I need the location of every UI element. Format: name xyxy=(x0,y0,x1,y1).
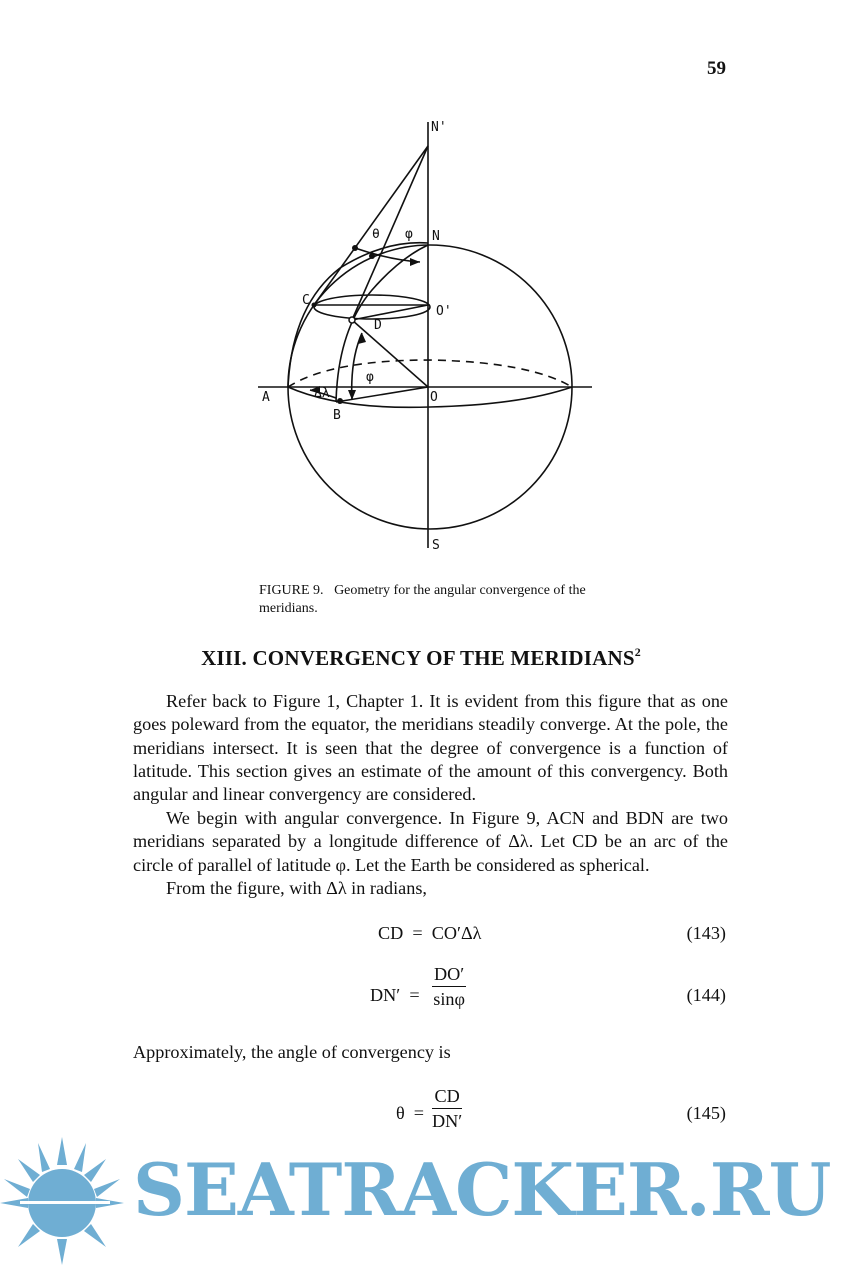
equation-143-number: (143) xyxy=(686,923,726,943)
label-n-prime: N' xyxy=(431,120,447,135)
label-o-prime: O' xyxy=(436,304,452,319)
tangent-n-prime-c xyxy=(314,146,428,305)
point-d-marker xyxy=(349,317,355,323)
theta-marker-1 xyxy=(352,245,358,251)
label-d: D xyxy=(374,318,382,333)
equation-144-denominator: sinφ xyxy=(433,989,465,1009)
footnote-ref: 2 xyxy=(634,645,641,659)
equation-144-fraction xyxy=(432,962,466,1011)
label-n: N xyxy=(432,229,440,244)
equation-145-number: (145) xyxy=(686,1103,726,1123)
sun-logo xyxy=(0,1135,130,1265)
label-phi-mid: φ xyxy=(366,370,374,385)
arrow-head-1 xyxy=(410,258,420,266)
equation-145-denominator: DN′ xyxy=(432,1111,463,1131)
paragraph-1: Refer back to Figure 1, Chapter 1. It is evident from this figure that as one goes poleward from the equator, the meridians steadily converge. At the pole, the meridians intersect. It is seen that the degree of convergence is a function of latitude. This section gives an estimate of the amount of this convergency. Both angular and linear convergency are considered. xyxy=(133,691,728,805)
label-o: O xyxy=(430,390,438,405)
label-delta-lambda: Δλ xyxy=(314,386,330,401)
page-number: 59 xyxy=(707,58,726,79)
equator-back-arc xyxy=(288,360,572,387)
meridian-bdn xyxy=(336,245,428,402)
figure-caption xyxy=(259,582,619,618)
watermark-text: SEATRACKER.RU xyxy=(133,1147,831,1232)
equation-144-lhs: DN′ = xyxy=(370,985,420,1005)
caption-text: Geometry for the angular convergence of the meridians. xyxy=(259,583,586,616)
point-c-marker xyxy=(312,303,317,308)
figure-9-sphere-diagram xyxy=(0,0,842,575)
section-title xyxy=(0,645,842,671)
radius-o-d xyxy=(352,320,428,387)
paragraph-4: Approximately, the angle of convergency is xyxy=(133,1042,451,1062)
theta-marker-2 xyxy=(369,253,375,259)
paragraph-3: From the figure, with Δλ in radians, xyxy=(166,878,427,898)
label-theta: θ xyxy=(372,227,380,242)
equation-145-fraction xyxy=(432,1084,462,1133)
label-c: C xyxy=(302,293,310,308)
equation-144-numerator: DO′ xyxy=(432,962,466,987)
label-a: A xyxy=(262,390,270,405)
equation-145-numerator: CD xyxy=(432,1084,462,1109)
equation-145-lhs: θ = xyxy=(396,1103,425,1123)
paragraph-2: We begin with angular convergence. In Figure 9, ACN and BDN are two meridians separated by a longitude difference of Δλ. Let CD be an arc of the circle of parallel of latitude φ. Let the Earth be considered as spherical. xyxy=(133,808,728,875)
equation-143: CD = CO′Δλ xyxy=(378,923,482,943)
label-phi-top: φ xyxy=(405,227,413,242)
label-b: B xyxy=(333,408,341,423)
section-title-text: XIII. CONVERGENCY OF THE MERIDIANS xyxy=(201,646,635,670)
radius-o-b xyxy=(336,387,428,402)
caption-label: FIGURE 9. xyxy=(259,583,324,598)
point-b-marker xyxy=(337,398,343,404)
label-s: S xyxy=(432,538,440,553)
tangent-n-prime-d xyxy=(352,146,428,320)
equation-144-number: (144) xyxy=(686,985,726,1005)
